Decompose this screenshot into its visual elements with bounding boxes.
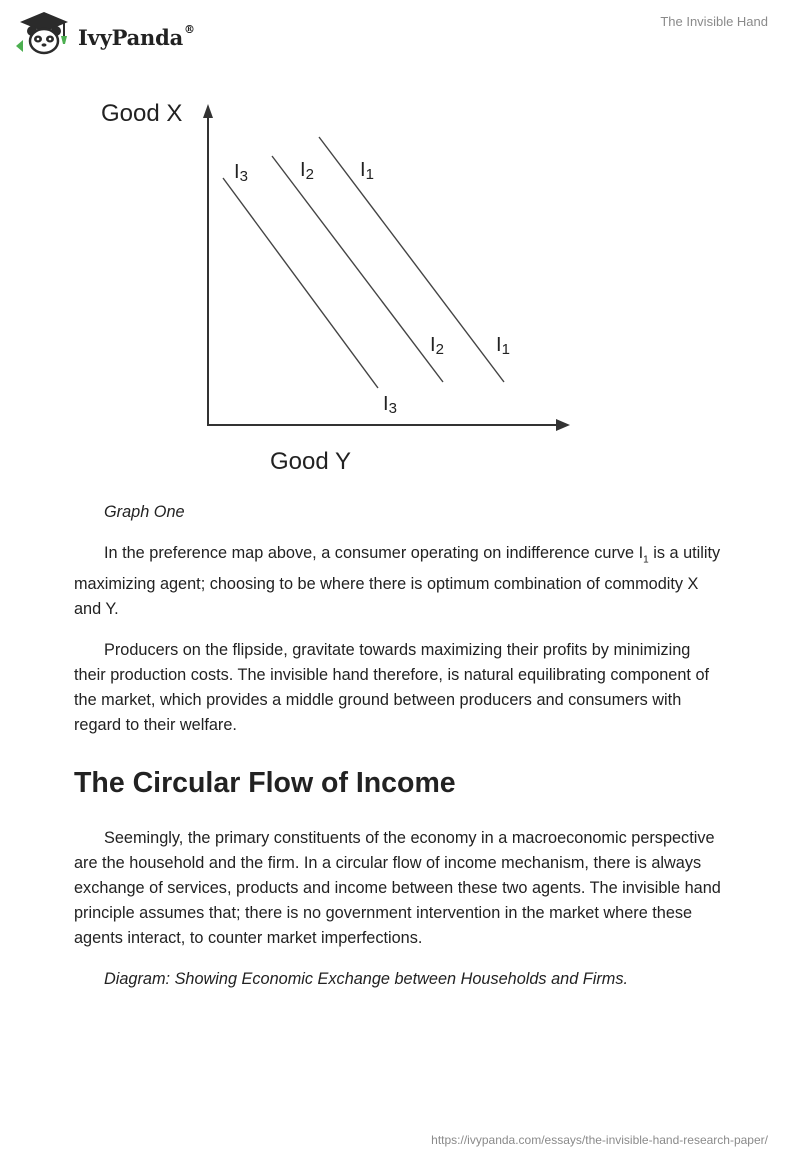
label-i3-bottom: I3 [383,393,397,417]
indifference-curve-graph [86,86,586,486]
y-axis-arrow [203,104,213,118]
curve-i2 [272,156,443,382]
graph-caption: Graph One [104,503,185,521]
label-i2-bottom: I2 [430,334,444,358]
paragraph-preference-map: In the preference map above, a consumer operating on indifference curve $I_1$ is a utility maximizing agent; choosing to be where there is optimum combination of commodity X and Y. [74,544,721,619]
label-i3-top: I3 [234,161,248,185]
section-heading: The Circular Flow of Income [74,767,456,800]
label-i2-top: I2 [300,159,314,183]
brand-name: IvyPanda® [78,23,195,50]
page-header [0,0,800,60]
document-title: The Invisible Hand [660,14,768,29]
article-body [74,500,724,1008]
paragraph-producers: Producers on the flipside, gravitate towards maximizing their profits by minimizing their production costs. The invisible hand therefore, is natural equilibrating component of the market, which provides a middle ground between producers and consumers with regard to their welfare. [74,641,710,735]
graph-canvas [86,86,586,486]
x-axis-label: Good Y [270,448,351,475]
diagram-caption: Diagram: Showing Economic Exchange between Households and Firms. [104,970,628,989]
y-axis-label: Good X [101,100,183,127]
panda-graduate-icon [14,8,74,56]
label-i1-bottom: I1 [496,334,510,358]
paragraph-circular-flow: Seemingly, the primary constituents of the economy in a macroeconomic perspective are the household and the firm. In a circular flow of income mechanism, there is always exchange of services, products and income between these two agents. The invisible hand principle assumes that; there is no government intervention in the market where these agents interact, to counter market imperfections. [74,829,721,948]
label-i1-top: I1 [360,159,374,183]
source-url-link[interactable]: https://ivypanda.com/essays/the-invisible-hand-research-paper/ [431,1133,768,1147]
x-axis-arrow [556,419,570,431]
curve-i3 [223,178,378,388]
brand-logo[interactable] [14,8,195,56]
